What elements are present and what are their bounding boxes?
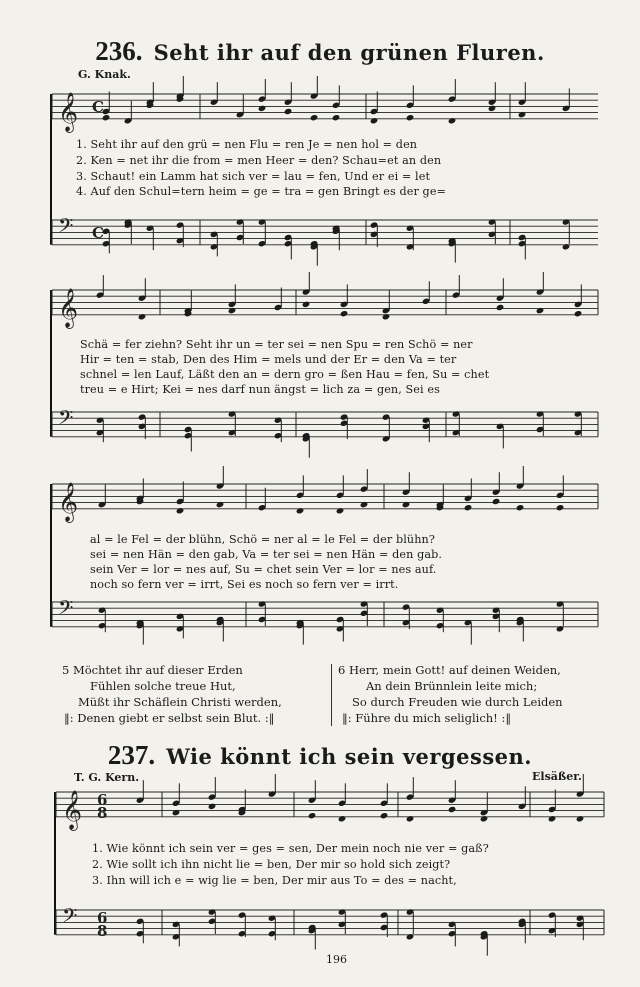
verse-line: An dein Brünnlein leite mich; [366, 679, 538, 693]
hymn-237-origin: Elsäßer. [532, 770, 582, 783]
lyric-line: treu = e Hirt; Kei = nes darf nun ängst = lich za = gen, Sei es [80, 383, 440, 396]
page-number: 196 [326, 953, 347, 966]
treble-clef: 𝄞 [58, 91, 79, 132]
note-head [406, 114, 415, 121]
hymn-237-heading [0, 740, 640, 771]
lyric-line: sei = nen Hän = den gab, Va = ter sei = nen Hän = den gab. [90, 548, 443, 561]
note-head [406, 933, 415, 940]
note-head [296, 507, 305, 514]
lyric-line: 4. Auf den Schul=tern heim = ge = tra = gen Bringt es der ge= [76, 185, 447, 198]
verse-line: 5 Möchtet ihr auf dieser Erden [62, 663, 243, 677]
note-head [338, 815, 347, 822]
note-head [284, 108, 293, 115]
treble-clef: 𝄞 [62, 789, 83, 830]
lyric-line: schnel = len Lauf, Läßt den an = dern gro = ßen Hau = fen, Su = chet [80, 368, 490, 381]
lyric-line: 1. Seht ihr auf den grü = nen Flu = ren Je = nen hol = den [76, 138, 418, 151]
verse-line: 6 Herr, mein Gott! auf deinen Weiden, [338, 663, 561, 677]
lyric-line: sein Ver = lor = nes auf, Su = chet sein Ver = lor = nes auf. [90, 563, 437, 576]
note-head [556, 504, 565, 511]
note-head [448, 117, 457, 124]
time-signature: 6 [97, 791, 108, 809]
note-head [340, 310, 349, 317]
lyric-line: 2. Ken = net ihr die from = men Heer = den? Schau=et an den [76, 154, 442, 167]
time-signature: 8 [97, 922, 108, 940]
bass-clef: 𝄢 [58, 406, 74, 435]
time-signature: 8 [97, 804, 108, 822]
note-head [480, 815, 489, 822]
bass-clef: 𝄢 [58, 596, 74, 625]
lyric-line: 1. Wie könnt ich sein ver = ges = sen, Der mein noch nie ver = gaß? [92, 842, 489, 855]
note-head [208, 803, 217, 810]
verse-line: ‖: Führe du mich seliglich! :‖ [342, 711, 512, 725]
lyric-line: Hir = ten = stab, Den des Him = mels und der Er = den Va = ter [80, 353, 457, 366]
hymn-236-composer: G. Knak. [78, 68, 131, 81]
note-head [536, 307, 545, 314]
hymn-236-number: 236. [95, 36, 143, 66]
note-head [496, 304, 505, 311]
time-signature: C [92, 98, 104, 116]
note-head [380, 812, 389, 819]
note-head [556, 625, 565, 632]
time-signature: 6 [97, 909, 108, 927]
verse-line: Fühlen solche treue Hut, [90, 679, 236, 693]
note-head [518, 111, 527, 118]
note-head [406, 815, 415, 822]
lyric-line: noch so fern ver = irrt, Sei es noch so fern ver = irrt. [90, 578, 399, 591]
bass-clef: 𝄢 [58, 214, 74, 243]
lyric-line: Schä = fer ziehn? Seht ihr un = ter sei = nen Spu = ren Schö = ner [80, 338, 473, 351]
verse-line: So durch Freuden wie durch Leiden [352, 695, 563, 709]
note-head [258, 105, 267, 112]
lyric-line: 2. Wie sollt ich ihn nicht lie = ben, Der mir so hold sich zeigt? [92, 858, 451, 871]
lyric-line: 3. Ihn will ich e = wig lie = ben, Der mir aus To = des = nacht, [92, 874, 457, 887]
verse-divider [331, 664, 332, 726]
lyric-line: 3. Schaut! ein Lamm hat sich ver = lau = fen, Und er ei = let [76, 170, 431, 183]
note-head [302, 301, 311, 308]
lyric-line: al = le Fel = der blühn, Schö = ner al = le Fel = der blühn? [90, 533, 435, 546]
note-head [336, 507, 345, 514]
note-head [332, 114, 341, 121]
note-head [228, 307, 237, 314]
note-head [308, 812, 317, 819]
verse-line: ‖: Denen giebt er selbst sein Blut. :‖ [64, 711, 275, 725]
note-head [488, 105, 497, 112]
treble-clef: 𝄞 [58, 287, 79, 328]
hymn-237-number: 237. [107, 740, 156, 770]
hymn-237-composer: T. G. Kern. [74, 771, 140, 784]
note-head [360, 501, 369, 508]
note-head [138, 313, 147, 320]
note-head [516, 504, 525, 511]
note-head [382, 313, 391, 320]
note-head [370, 117, 379, 124]
treble-clef: 𝄞 [58, 481, 79, 522]
hymn-237-title: Wie könnt ich sein vergessen. [166, 744, 533, 769]
note-head [172, 809, 181, 816]
note-head [576, 815, 585, 822]
note-head [548, 815, 557, 822]
note-head [402, 501, 411, 508]
time-signature: C [92, 224, 104, 242]
note-head [574, 310, 583, 317]
note-head [562, 243, 571, 250]
note-head [216, 501, 225, 508]
note-head [464, 504, 473, 511]
hymn-236-title: Seht ihr auf den grünen Fluren. [153, 40, 545, 65]
note-head [492, 498, 501, 505]
note-head [310, 114, 319, 121]
note-head [176, 507, 185, 514]
verse-line: Müßt ihr Schäflein Christi werden, [78, 695, 282, 709]
note-head [448, 806, 457, 813]
bass-clef: 𝄢 [62, 904, 78, 933]
